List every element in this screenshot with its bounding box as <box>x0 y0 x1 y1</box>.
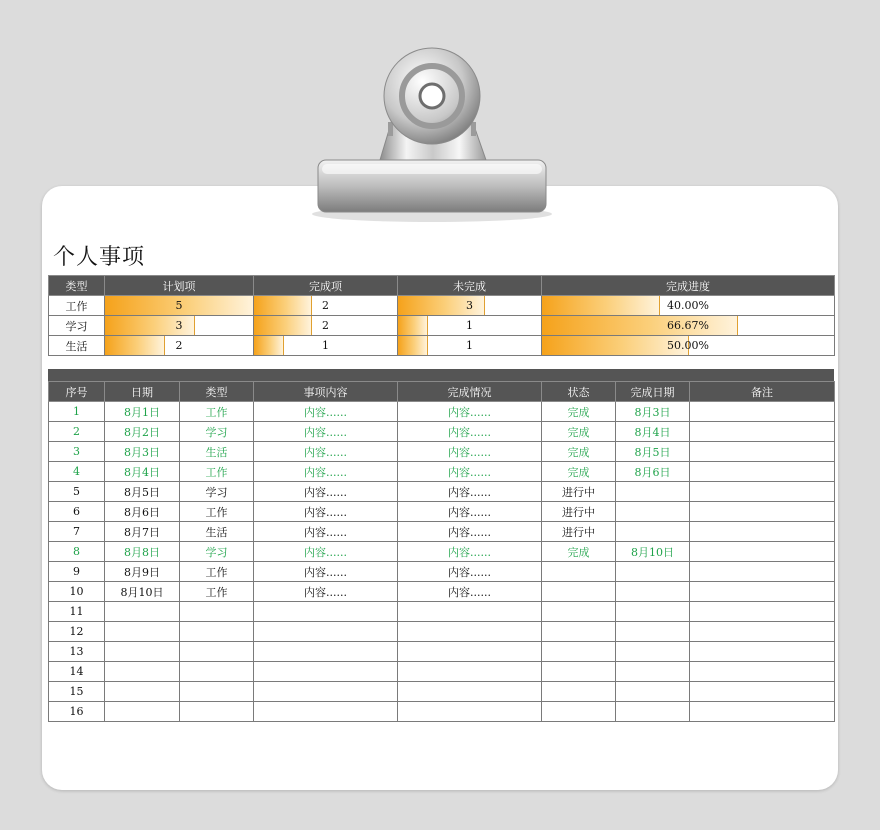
cell-value: 3 <box>175 319 183 332</box>
detail-date-cell: 8月7日 <box>105 522 180 542</box>
detail-no-cell: 13 <box>49 642 105 662</box>
cell-value: 66.67% <box>667 319 709 332</box>
detail-status-cell: 完成 <box>542 402 616 422</box>
detail-header-finish-date: 完成日期 <box>616 382 690 402</box>
detail-finish-cell <box>616 622 690 642</box>
table-row <box>49 642 835 662</box>
detail-date-cell <box>105 682 180 702</box>
detail-type-cell: 学习 <box>180 542 254 562</box>
cell-value: 3 <box>466 299 473 312</box>
summary-table <box>48 275 835 356</box>
page-title: 个人事项 <box>53 245 146 270</box>
detail-situation-cell: 内容...... <box>398 582 542 602</box>
detail-no-cell: 1 <box>49 402 105 422</box>
table-row <box>49 542 835 562</box>
cell-value: 2 <box>322 299 329 312</box>
detail-type-cell <box>180 642 254 662</box>
detail-header-note: 备注 <box>690 382 835 402</box>
summary-header-undone: 未完成 <box>398 276 542 296</box>
detail-note-cell <box>690 522 835 542</box>
cell-value: 1 <box>466 319 473 332</box>
detail-type-cell: 学习 <box>180 422 254 442</box>
detail-header-content: 事项内容 <box>254 382 398 402</box>
detail-finish-cell: 8月6日 <box>616 462 690 482</box>
cell-value: 生活 <box>65 339 88 353</box>
detail-finish-cell <box>616 582 690 602</box>
summary-type-cell <box>49 336 105 356</box>
detail-status-cell <box>542 642 616 662</box>
summary-header-planned: 计划项 <box>105 276 254 296</box>
detail-finish-cell <box>616 522 690 542</box>
detail-content-cell: 内容...... <box>254 442 398 462</box>
detail-header-row <box>49 382 835 402</box>
detail-content-cell <box>254 682 398 702</box>
data-bar <box>105 336 165 355</box>
detail-content-cell <box>254 622 398 642</box>
detail-status-cell: 进行中 <box>542 482 616 502</box>
detail-status-cell: 完成 <box>542 462 616 482</box>
table-row <box>49 502 835 522</box>
summary-row <box>49 316 835 336</box>
detail-content-cell: 内容...... <box>254 402 398 422</box>
detail-date-cell: 8月6日 <box>105 502 180 522</box>
detail-situation-cell: 内容...... <box>398 522 542 542</box>
detail-situation-cell <box>398 622 542 642</box>
data-bar <box>254 336 284 355</box>
table-row <box>49 662 835 682</box>
detail-note-cell <box>690 642 835 662</box>
table-row <box>49 422 835 442</box>
detail-date-cell <box>105 702 180 722</box>
detail-finish-cell: 8月4日 <box>616 422 690 442</box>
detail-content-cell <box>254 602 398 622</box>
detail-no-cell: 15 <box>49 682 105 702</box>
detail-no-cell: 7 <box>49 522 105 542</box>
summary-header-type: 类型 <box>49 276 105 296</box>
summary-undone-cell <box>398 336 542 356</box>
detail-finish-cell: 8月5日 <box>616 442 690 462</box>
detail-situation-cell: 内容...... <box>398 502 542 522</box>
cell-value: 50.00% <box>667 339 709 352</box>
detail-no-cell: 14 <box>49 662 105 682</box>
detail-status-cell <box>542 562 616 582</box>
detail-content-cell: 内容...... <box>254 482 398 502</box>
table-row <box>49 522 835 542</box>
summary-header-progress: 完成进度 <box>542 276 835 296</box>
detail-type-cell <box>180 622 254 642</box>
detail-note-cell <box>690 582 835 602</box>
summary-done-cell <box>254 316 398 336</box>
detail-content-cell: 内容...... <box>254 582 398 602</box>
detail-situation-cell <box>398 682 542 702</box>
detail-date-cell <box>105 622 180 642</box>
detail-date-cell: 8月1日 <box>105 402 180 422</box>
detail-no-cell: 6 <box>49 502 105 522</box>
detail-type-cell: 工作 <box>180 402 254 422</box>
detail-note-cell <box>690 462 835 482</box>
detail-note-cell <box>690 562 835 582</box>
data-bar <box>398 336 428 355</box>
table-row <box>49 702 835 722</box>
detail-header-date: 日期 <box>105 382 180 402</box>
detail-status-cell: 进行中 <box>542 522 616 542</box>
detail-status-cell <box>542 582 616 602</box>
detail-no-cell: 16 <box>49 702 105 722</box>
summary-header-row <box>49 276 835 296</box>
detail-note-cell <box>690 422 835 442</box>
table-row <box>49 602 835 622</box>
detail-note-cell <box>690 702 835 722</box>
table-row <box>49 482 835 502</box>
detail-situation-cell: 内容...... <box>398 562 542 582</box>
detail-finish-cell <box>616 482 690 502</box>
summary-row <box>49 336 835 356</box>
detail-content-cell <box>254 702 398 722</box>
summary-row <box>49 296 835 316</box>
detail-finish-cell <box>616 602 690 622</box>
detail-type-cell: 生活 <box>180 442 254 462</box>
section-divider <box>48 369 834 381</box>
detail-situation-cell <box>398 662 542 682</box>
detail-no-cell: 2 <box>49 422 105 442</box>
detail-date-cell: 8月8日 <box>105 542 180 562</box>
detail-header-no: 序号 <box>49 382 105 402</box>
data-bar <box>398 316 428 335</box>
detail-note-cell <box>690 502 835 522</box>
table-row <box>49 622 835 642</box>
detail-situation-cell <box>398 702 542 722</box>
detail-note-cell <box>690 622 835 642</box>
detail-situation-cell: 内容...... <box>398 402 542 422</box>
cell-value: 40.00% <box>667 299 709 312</box>
detail-no-cell: 5 <box>49 482 105 502</box>
table-row <box>49 442 835 462</box>
detail-status-cell <box>542 682 616 702</box>
cell-value: 2 <box>322 319 329 332</box>
detail-situation-cell <box>398 642 542 662</box>
detail-date-cell: 8月10日 <box>105 582 180 602</box>
data-bar <box>542 296 660 315</box>
detail-finish-cell: 8月3日 <box>616 402 690 422</box>
detail-finish-cell <box>616 562 690 582</box>
detail-type-cell: 工作 <box>180 582 254 602</box>
cell-value: 2 <box>175 339 183 352</box>
detail-no-cell: 4 <box>49 462 105 482</box>
detail-note-cell <box>690 602 835 622</box>
detail-situation-cell <box>398 602 542 622</box>
detail-content-cell: 内容...... <box>254 502 398 522</box>
detail-type-cell: 生活 <box>180 522 254 542</box>
table-row <box>49 562 835 582</box>
detail-type-cell <box>180 682 254 702</box>
detail-status-cell <box>542 702 616 722</box>
detail-date-cell <box>105 662 180 682</box>
detail-content-cell: 内容...... <box>254 422 398 442</box>
detail-date-cell <box>105 642 180 662</box>
cell-value: 1 <box>466 339 473 352</box>
summary-planned-cell <box>105 296 254 316</box>
detail-note-cell <box>690 542 835 562</box>
detail-date-cell: 8月3日 <box>105 442 180 462</box>
detail-content-cell: 内容...... <box>254 542 398 562</box>
detail-note-cell <box>690 482 835 502</box>
detail-situation-cell: 内容...... <box>398 542 542 562</box>
summary-type-cell <box>49 316 105 336</box>
detail-situation-cell: 内容...... <box>398 442 542 462</box>
summary-progress-cell <box>542 336 835 356</box>
summary-done-cell <box>254 336 398 356</box>
detail-status-cell: 进行中 <box>542 502 616 522</box>
detail-header-status: 状态 <box>542 382 616 402</box>
table-row <box>49 582 835 602</box>
detail-no-cell: 10 <box>49 582 105 602</box>
detail-note-cell <box>690 402 835 422</box>
detail-finish-cell: 8月10日 <box>616 542 690 562</box>
detail-finish-cell <box>616 682 690 702</box>
detail-no-cell: 8 <box>49 542 105 562</box>
summary-undone-cell <box>398 316 542 336</box>
detail-type-cell: 工作 <box>180 562 254 582</box>
table-row <box>49 682 835 702</box>
detail-status-cell <box>542 602 616 622</box>
detail-content-cell <box>254 662 398 682</box>
summary-undone-cell <box>398 296 542 316</box>
detail-date-cell <box>105 602 180 622</box>
summary-planned-cell <box>105 316 254 336</box>
detail-type-cell: 工作 <box>180 502 254 522</box>
detail-status-cell <box>542 622 616 642</box>
detail-status-cell: 完成 <box>542 422 616 442</box>
detail-header-situation: 完成情况 <box>398 382 542 402</box>
detail-no-cell: 9 <box>49 562 105 582</box>
detail-situation-cell: 内容...... <box>398 422 542 442</box>
detail-finish-cell <box>616 662 690 682</box>
summary-done-cell <box>254 296 398 316</box>
detail-table <box>48 381 835 722</box>
detail-no-cell: 12 <box>49 622 105 642</box>
detail-type-cell: 工作 <box>180 462 254 482</box>
detail-date-cell: 8月5日 <box>105 482 180 502</box>
detail-situation-cell: 内容...... <box>398 482 542 502</box>
detail-no-cell: 11 <box>49 602 105 622</box>
cell-value: 学习 <box>65 319 88 333</box>
data-bar <box>254 296 312 315</box>
detail-note-cell <box>690 662 835 682</box>
detail-date-cell: 8月4日 <box>105 462 180 482</box>
detail-status-cell: 完成 <box>542 442 616 462</box>
summary-progress-cell <box>542 296 835 316</box>
detail-content-cell: 内容...... <box>254 522 398 542</box>
detail-type-cell <box>180 702 254 722</box>
detail-situation-cell: 内容...... <box>398 462 542 482</box>
summary-type-cell <box>49 296 105 316</box>
detail-note-cell <box>690 442 835 462</box>
detail-type-cell <box>180 662 254 682</box>
cell-value: 工作 <box>65 299 88 313</box>
detail-finish-cell <box>616 502 690 522</box>
detail-finish-cell <box>616 702 690 722</box>
detail-no-cell: 3 <box>49 442 105 462</box>
detail-note-cell <box>690 682 835 702</box>
detail-type-cell <box>180 602 254 622</box>
table-row <box>49 462 835 482</box>
detail-header-type: 类型 <box>180 382 254 402</box>
detail-type-cell: 学习 <box>180 482 254 502</box>
detail-status-cell: 完成 <box>542 542 616 562</box>
cell-value: 5 <box>175 299 183 312</box>
detail-status-cell <box>542 662 616 682</box>
cell-value: 1 <box>322 339 329 352</box>
detail-date-cell: 8月2日 <box>105 422 180 442</box>
summary-header-done: 完成项 <box>254 276 398 296</box>
detail-finish-cell <box>616 642 690 662</box>
detail-date-cell: 8月9日 <box>105 562 180 582</box>
detail-content-cell: 内容...... <box>254 462 398 482</box>
table-row <box>49 402 835 422</box>
summary-progress-cell <box>542 316 835 336</box>
detail-content-cell <box>254 642 398 662</box>
detail-content-cell: 内容...... <box>254 562 398 582</box>
summary-planned-cell <box>105 336 254 356</box>
data-bar <box>254 316 312 335</box>
